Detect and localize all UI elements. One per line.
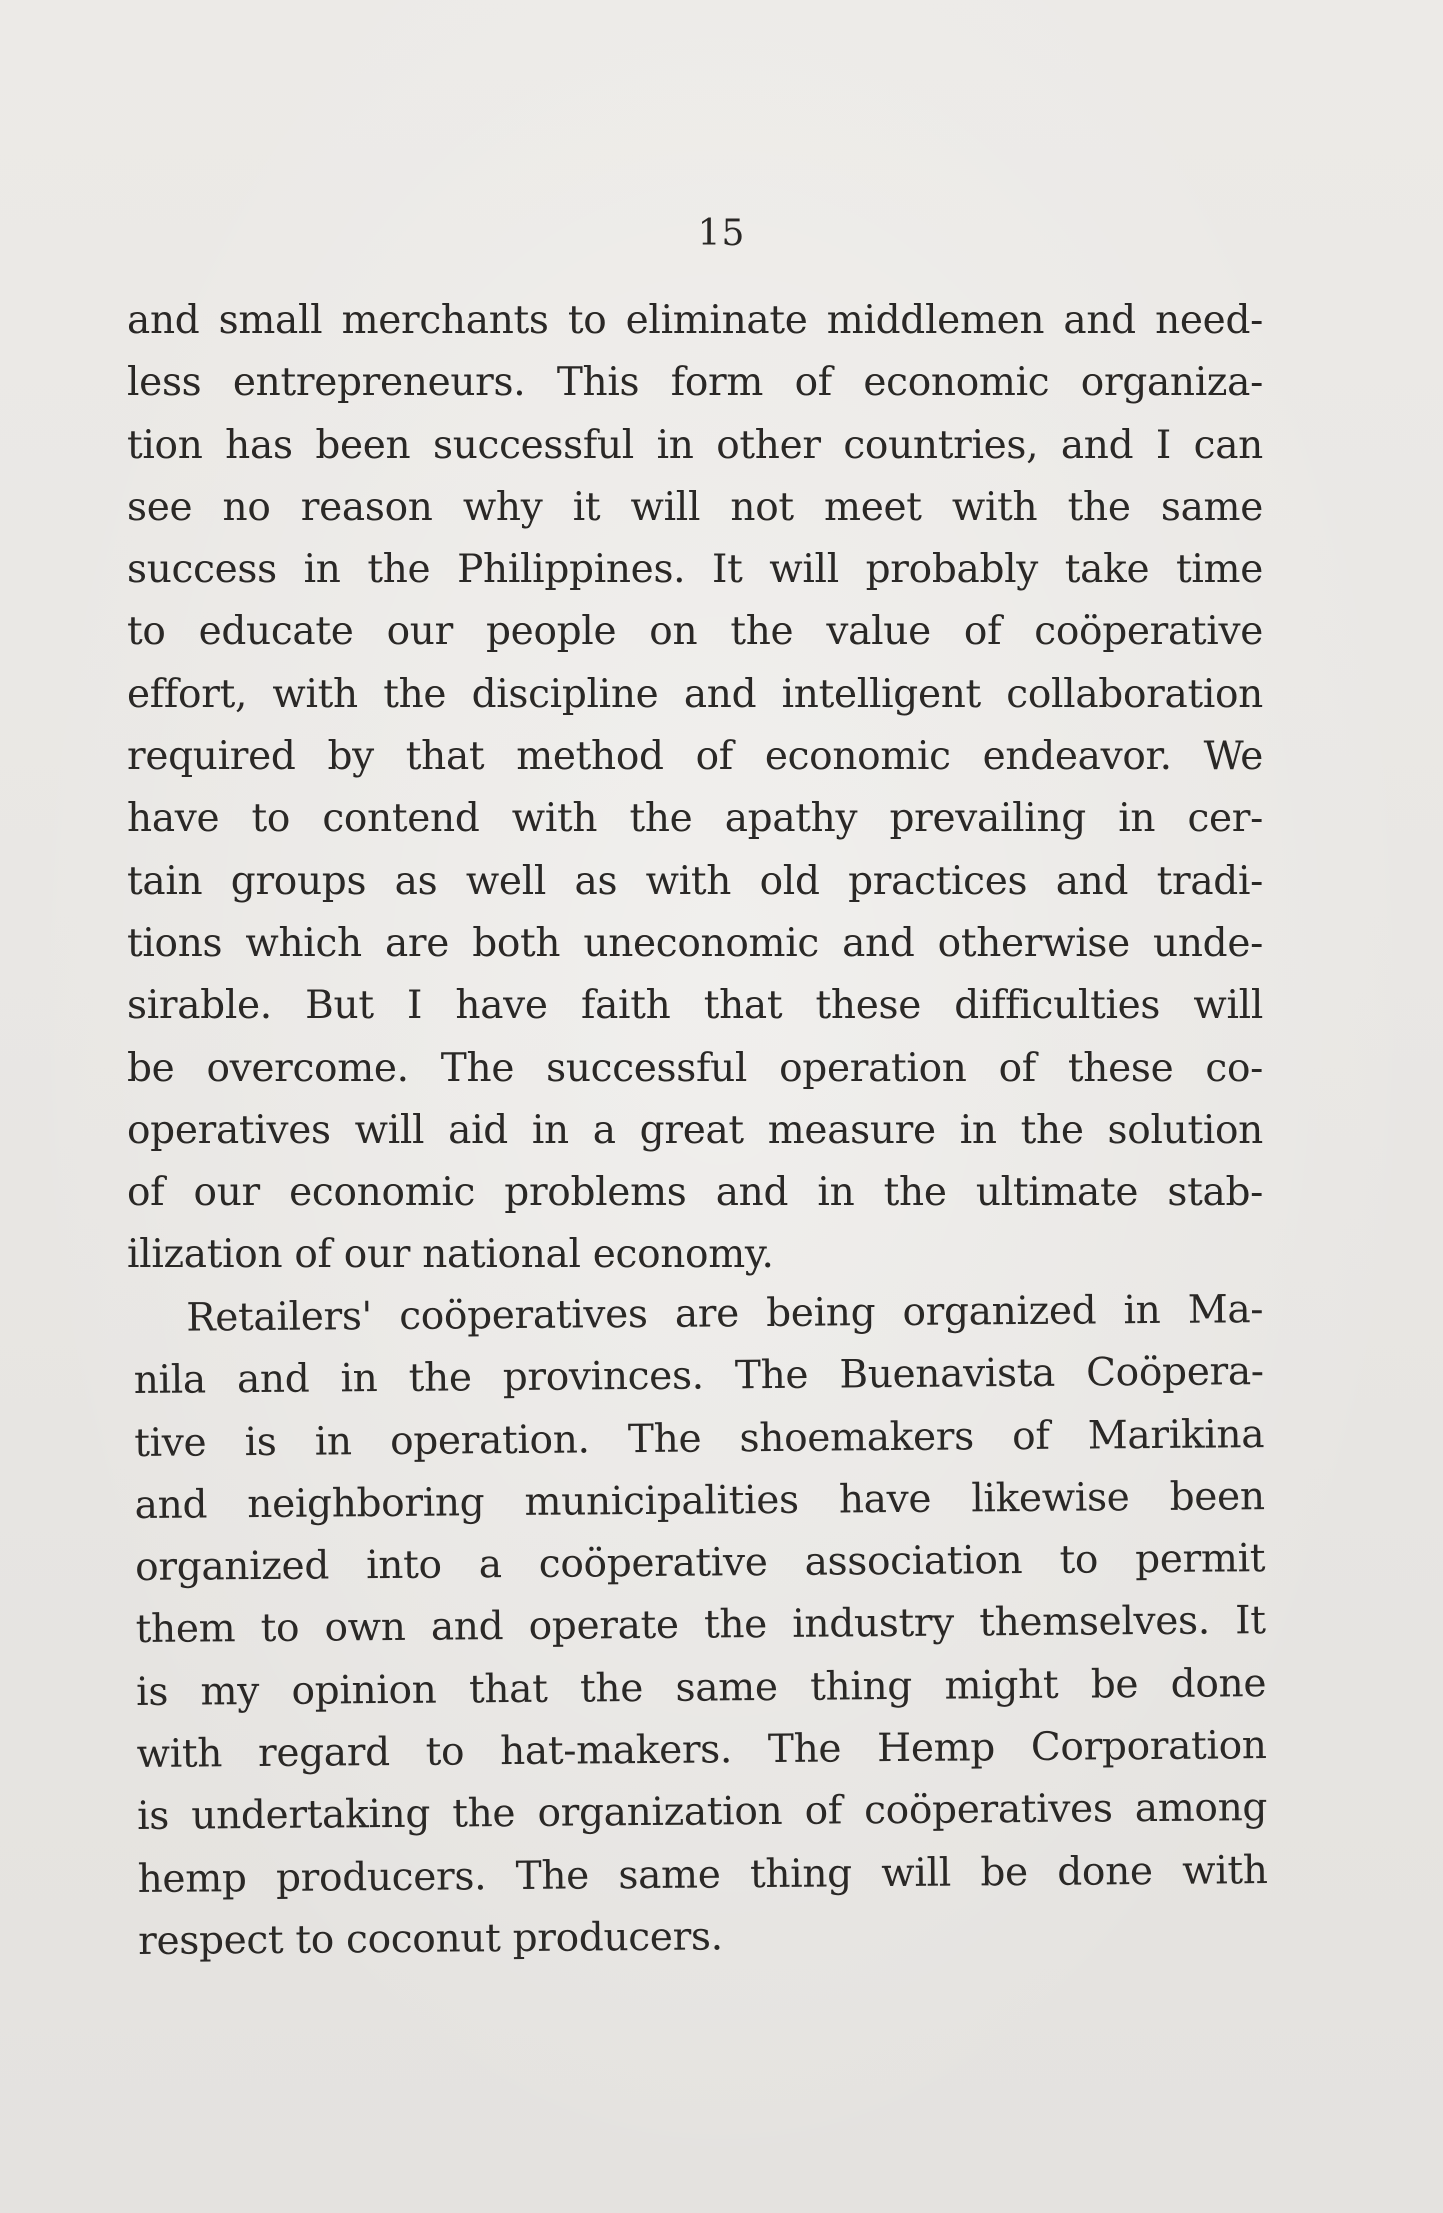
text-line: organized into a coöperative association to permit — [135, 1536, 1266, 1590]
text-line: effort, with the discipline and intelligent collaboration — [127, 671, 1263, 717]
text-line: required by that method of economic endeavor. We — [127, 734, 1263, 780]
text-line: Retailers' coöperatives are being organized in Ma- — [186, 1286, 1264, 1341]
text-line: less entrepreneurs. This form of economic organiza- — [127, 360, 1263, 406]
text-line: tain groups as well as with old practices and tradi- — [127, 858, 1263, 904]
text-line: tions which are both uneconomic and otherwise unde- — [127, 920, 1263, 966]
text-line: nila and in the provinces. The Buenavista Coöpera- — [133, 1349, 1264, 1404]
text-line: is undertaking the organization of coöperatives among — [136, 1785, 1268, 1840]
text-line: of our economic problems and in the ultimate stab- — [127, 1170, 1263, 1216]
paragraph-2 — [133, 1279, 1268, 1973]
text-line: hemp producers. The same thing will be done with — [137, 1847, 1268, 1902]
text-line: sirable. But I have faith that these difficulties will — [127, 983, 1263, 1029]
text-line: tive is in operation. The shoemakers of Marikina — [134, 1411, 1265, 1466]
page-number: 15 — [697, 213, 746, 254]
text-line: with regard to hat-makers. The Hemp Corporation — [136, 1722, 1267, 1777]
text-line: have to contend with the apathy prevailing in cer- — [127, 796, 1263, 842]
text-line: is my opinion that the same thing might be done — [135, 1660, 1267, 1715]
text-line: tion has been successful in other countries, and I can — [127, 422, 1263, 468]
paragraph-1 — [127, 290, 1263, 1287]
text-line: them to own and operate the industry themselves. It — [135, 1598, 1266, 1653]
text-line: ilization of our national economy. — [127, 1232, 774, 1278]
text-line: operatives will aid in a great measure in the solution — [127, 1107, 1263, 1153]
body-text — [127, 290, 1268, 1973]
text-line: respect to coconut producers. — [137, 1914, 723, 1964]
text-line: success in the Philippines. It will probably take time — [127, 547, 1263, 593]
text-line: see no reason why it will not meet with the same — [127, 484, 1263, 530]
text-line: and neighboring municipalities have likewise been — [134, 1473, 1265, 1528]
text-line: and small merchants to eliminate middlemen and need- — [127, 298, 1263, 343]
text-line: be overcome. The successful operation of these co- — [127, 1045, 1263, 1091]
text-line: to educate our people on the value of coöperative — [127, 609, 1263, 655]
